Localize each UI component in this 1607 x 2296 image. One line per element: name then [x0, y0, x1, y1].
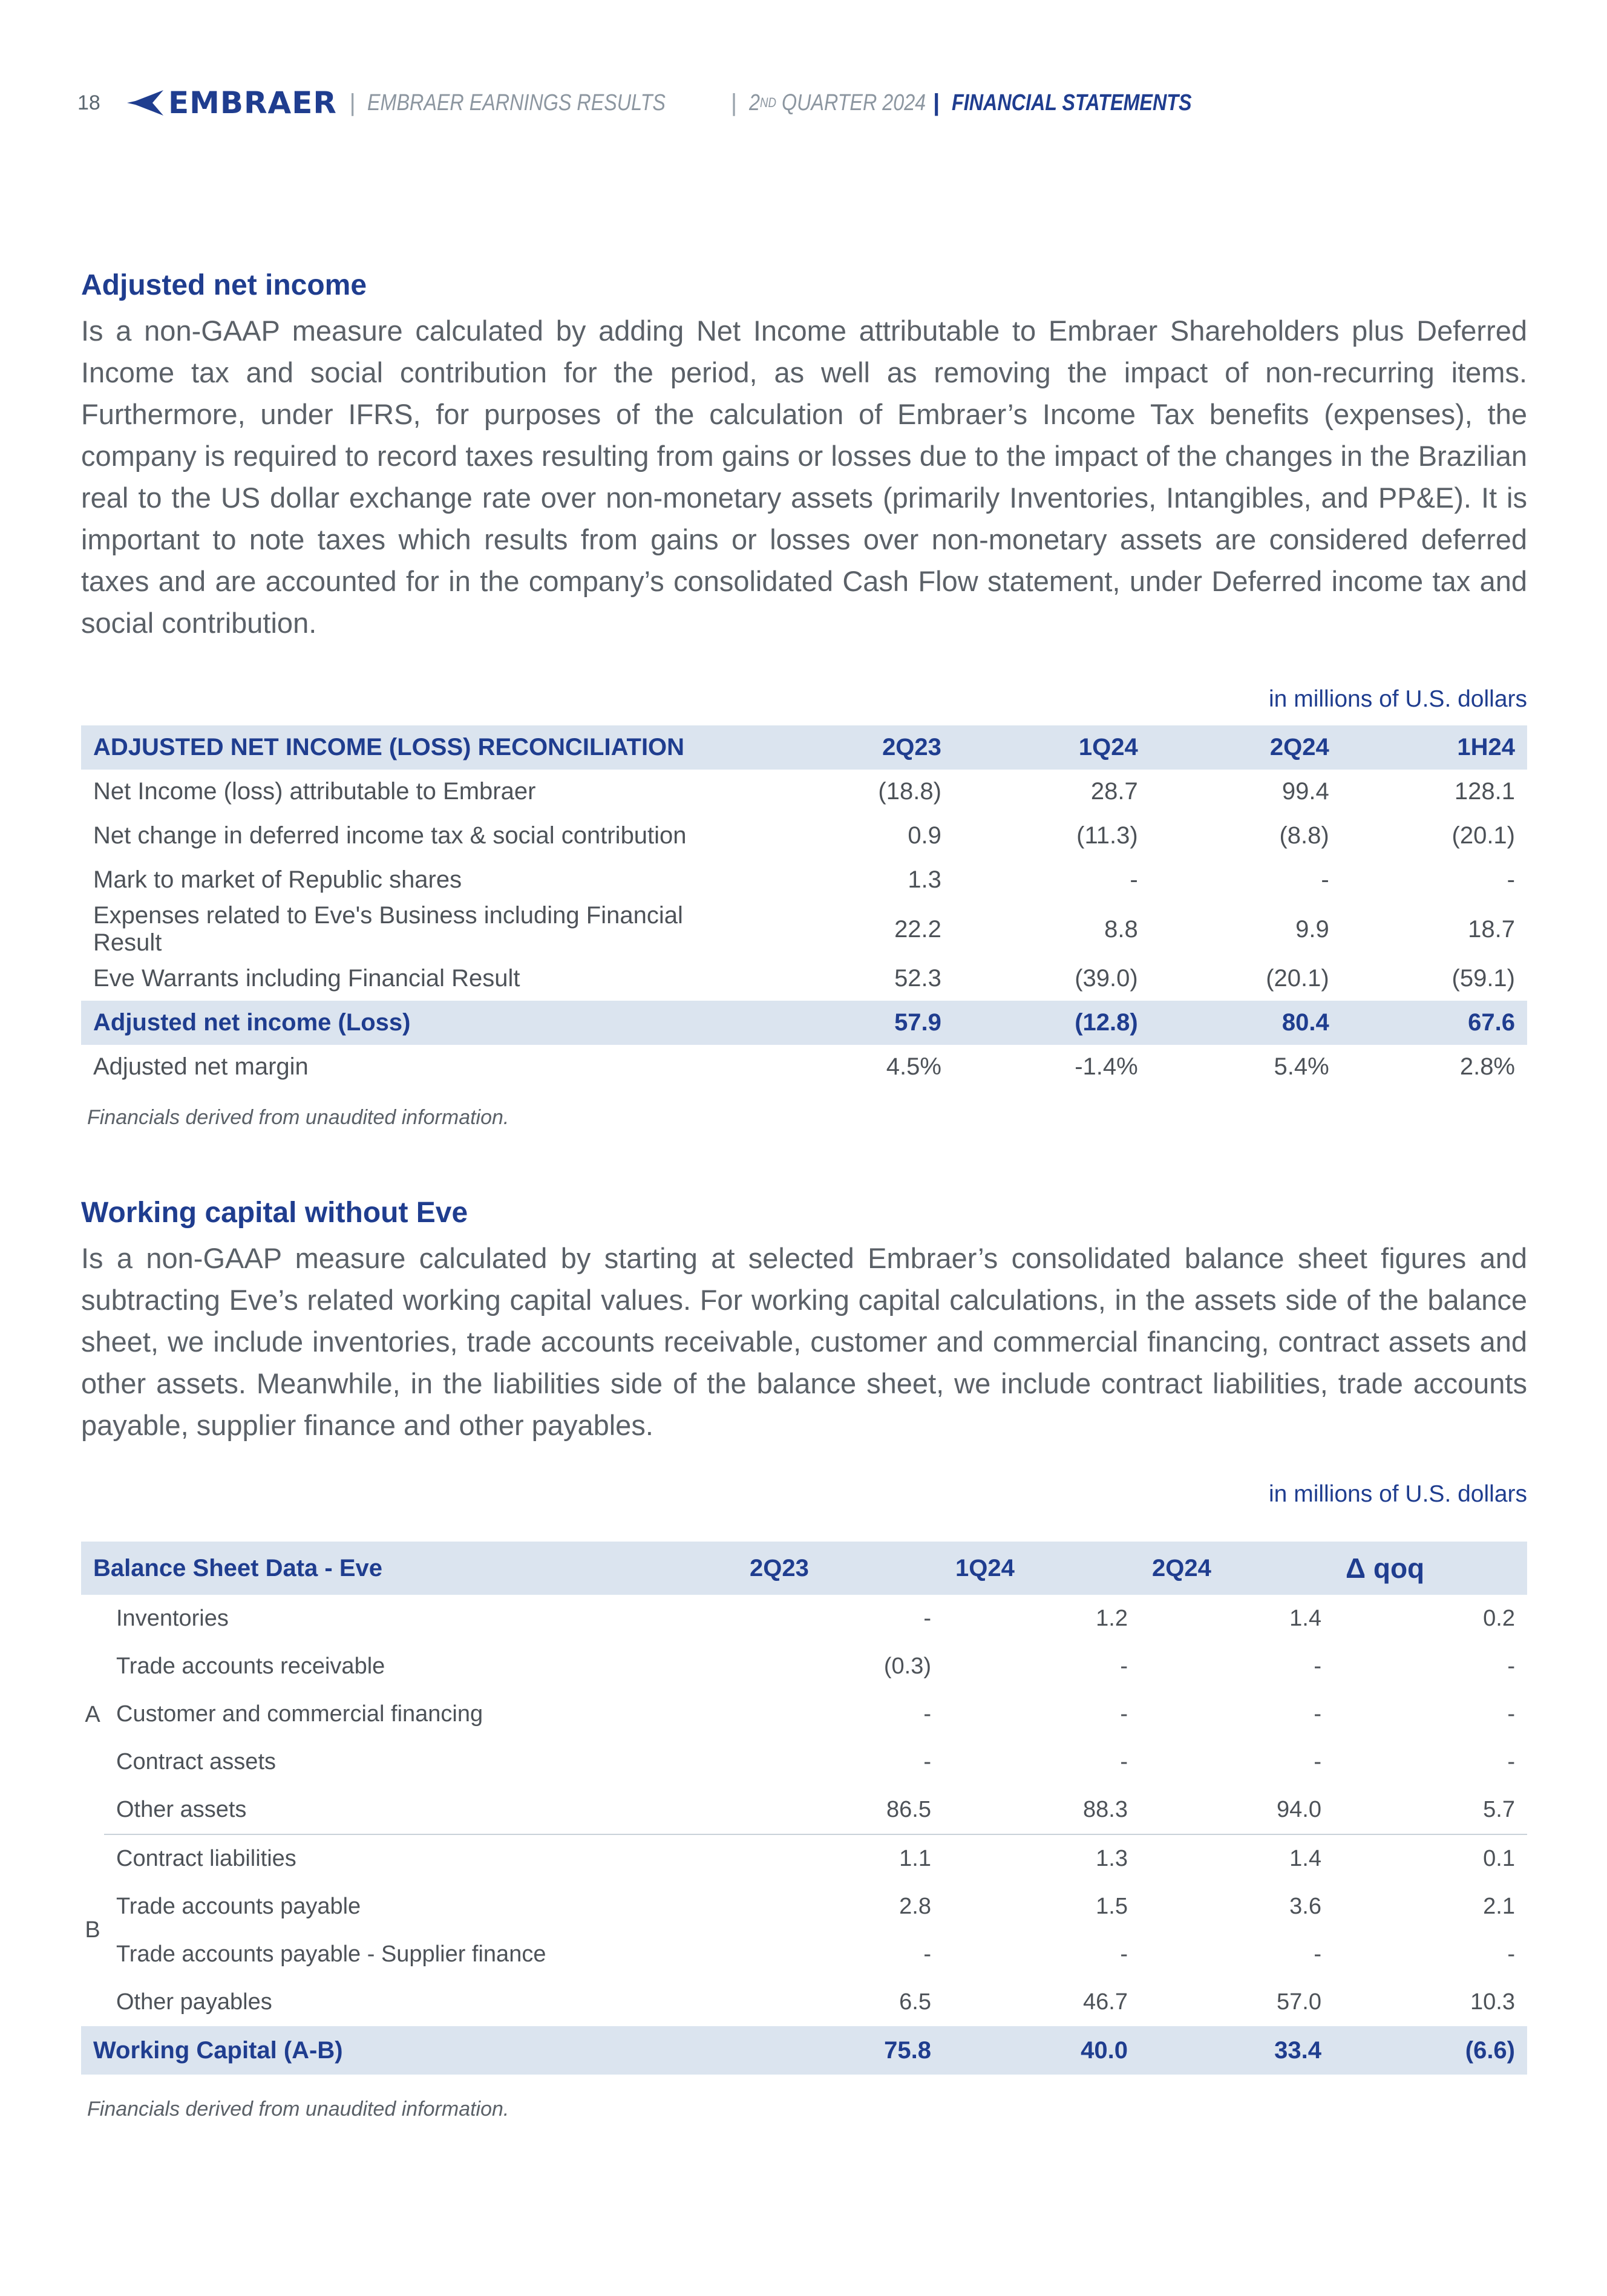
cell: 4.5% — [886, 1053, 941, 1080]
table-row — [81, 1931, 1527, 1978]
cell: 1.3 — [908, 866, 941, 893]
group-label: A — [85, 1701, 100, 1727]
logo-wordmark: EMBRAER — [168, 85, 337, 120]
cell: 33.4 — [1140, 2026, 1334, 2075]
cell: (20.1) — [1452, 822, 1515, 849]
cell: 18.7 — [1468, 915, 1515, 943]
cell: 52.3 — [894, 965, 941, 992]
section-name: FINANCIAL STATEMENTS — [951, 90, 1192, 116]
column-header: 2Q24 — [1140, 1542, 1334, 1595]
report-title: EMBRAER EARNINGS RESULTS — [367, 90, 666, 116]
cell: - — [1507, 866, 1515, 893]
column-header: 1H24 — [1341, 725, 1527, 770]
column-header: 2Q23 — [768, 725, 954, 770]
column-header: 2Q24 — [1150, 725, 1341, 770]
cell: (20.1) — [1266, 965, 1329, 992]
report-quarter — [749, 90, 926, 116]
quarter-prefix: 2 — [748, 90, 760, 116]
row-label: Other assets — [116, 1797, 247, 1822]
table-row — [81, 1738, 1527, 1786]
column-header: 1Q24 — [943, 1542, 1140, 1595]
table-header-row — [81, 725, 1527, 770]
cell: 80.4 — [1150, 1001, 1341, 1045]
row-label: Contract liabilities — [104, 1834, 738, 1883]
table-row — [81, 902, 1527, 957]
quarter-sup: ND — [759, 95, 776, 110]
cell: 94.0 — [1277, 1797, 1321, 1822]
column-header: Balance Sheet Data - Eve — [81, 1542, 738, 1595]
cell: 86.5 — [886, 1797, 931, 1822]
cell: - — [923, 1941, 931, 1967]
cell: (18.8) — [878, 778, 941, 805]
cell: 5.7 — [1483, 1797, 1515, 1822]
cell: 1.5 — [1096, 1894, 1128, 1919]
adjusted-net-income-table — [81, 725, 1527, 1089]
cell: - — [1314, 1701, 1321, 1727]
cell: - — [1314, 1653, 1321, 1679]
table-row — [81, 1595, 1527, 1643]
cell: 57.9 — [768, 1001, 954, 1045]
cell: 2.8% — [1459, 1053, 1515, 1080]
cell: - — [1120, 1701, 1128, 1727]
cell: 22.2 — [894, 915, 941, 943]
embraer-logo-icon — [126, 88, 165, 118]
row-label: Adjusted net income (Loss) — [81, 1001, 768, 1045]
cell: - — [923, 1606, 931, 1631]
adjusted-net-income-title: Adjusted net income — [81, 269, 367, 301]
column-header: 1Q24 — [954, 725, 1150, 770]
row-label: Working Capital (A-B) — [81, 2026, 738, 2075]
cell: (6.6) — [1334, 2026, 1527, 2075]
cell: 6.5 — [899, 1989, 931, 2015]
cell: - — [1507, 1749, 1515, 1774]
cell: 2.1 — [1483, 1894, 1515, 1919]
table-row — [81, 1786, 1527, 1834]
cell: 88.3 — [1083, 1797, 1128, 1822]
cell: 0.9 — [908, 822, 941, 849]
column-header: Δ qoq — [1334, 1542, 1527, 1595]
cell: (59.1) — [1452, 965, 1515, 992]
cell: - — [1507, 1941, 1515, 1967]
cell: 8.8 — [1104, 915, 1138, 943]
table-row — [81, 858, 1527, 902]
cell: - — [923, 1701, 931, 1727]
row-label: Trade accounts payable — [116, 1894, 361, 1919]
table-row — [81, 957, 1527, 1001]
working-capital-title: Working capital without Eve — [81, 1197, 468, 1229]
cell: (39.0) — [1075, 965, 1138, 992]
cell: 57.0 — [1277, 1989, 1321, 2015]
cell: - — [1314, 1749, 1321, 1774]
row-label: Eve Warrants including Financial Result — [93, 965, 520, 992]
cell: (11.3) — [1076, 822, 1138, 849]
cell: - — [1120, 1749, 1128, 1774]
cell: - — [1507, 1653, 1515, 1679]
row-label: Other payables — [116, 1989, 272, 2015]
row-label: Inventories — [116, 1606, 229, 1631]
cell: (8.8) — [1279, 822, 1329, 849]
cell: 1.4 — [1289, 1606, 1321, 1631]
cell: 1.1 — [738, 1834, 943, 1883]
column-header: ADJUSTED NET INCOME (LOSS) RECONCILIATION — [81, 725, 768, 770]
cell: 1.3 — [943, 1834, 1140, 1883]
cell: - — [1120, 1941, 1128, 1967]
page-header — [77, 85, 1234, 121]
cell: 9.9 — [1295, 915, 1329, 943]
table-row — [81, 1643, 1527, 1690]
cell: 10.3 — [1470, 1989, 1515, 2015]
working-capital-paragraph: Is a non-GAAP measure calculated by starting at selected Embraer’s consolidated balance sheet figures and subtracting Eve’s related working capital values. For working capital calculations, in the assets side of the balance sheet, we include inventories, trade accounts receivable, customer and commercial financing, contract assets and other assets. Meanwhile, in the liabilities side of the balance sheet, we include contract liabilities, trade accounts payable, supplier finance and other payables. — [81, 1242, 1527, 1441]
cell: 28.7 — [1090, 778, 1138, 805]
cell: - — [1120, 1653, 1128, 1679]
table-row — [81, 1978, 1527, 2026]
cell: (12.8) — [954, 1001, 1150, 1045]
table-row — [81, 770, 1527, 814]
cell: 1.2 — [1096, 1606, 1128, 1631]
row-label: Trade accounts receivable — [116, 1653, 385, 1679]
row-label: Net change in deferred income tax & social contribution — [93, 822, 687, 849]
table-row — [81, 1834, 1527, 1883]
row-label: Expenses related to Eve's Business including Financial Result — [93, 902, 683, 956]
header-separator: | — [932, 89, 940, 116]
table-row — [81, 1883, 1527, 1931]
cell: 128.1 — [1454, 778, 1515, 805]
row-label: Mark to market of Republic shares — [93, 866, 462, 893]
row-label: Adjusted net margin — [93, 1053, 309, 1080]
units-label: in millions of U.S. dollars — [1269, 1481, 1527, 1507]
table-header-row — [81, 1542, 1527, 1595]
cell: 0.1 — [1334, 1834, 1527, 1883]
table-row-total — [81, 2026, 1527, 2075]
cell: - — [1130, 866, 1138, 893]
adjusted-net-income-paragraph: Is a non-GAAP measure calculated by adding Net Income attributable to Embraer Shareholders plus Deferred Income tax and social contribution for the period, as well as removing the impact of non-recurring items. Furthermore, under IFRS, for purposes of the calculation of Embraer’s Income Tax benefits (expenses), the company is required to record taxes resulting from gains or losses due to the impact of the changes in the Brazilian real to the US dollar exchange rate over non-monetary assets (primarily Inventories, Intangibles, and PP&E). It is important to note taxes which results from gains or losses over non-monetary assets are considered deferred taxes and are accounted for in the company’s consolidated Cash Flow statement, under Deferred income tax and social contribution. — [81, 315, 1527, 639]
header-separator: | — [730, 89, 737, 116]
cell: 99.4 — [1281, 778, 1329, 805]
table-row — [81, 814, 1527, 858]
table-row-highlight — [81, 1001, 1527, 1045]
cell: - — [1314, 1941, 1321, 1967]
row-label: Customer and commercial financing — [116, 1701, 483, 1727]
table-row — [81, 1045, 1527, 1089]
cell: - — [1507, 1701, 1515, 1727]
cell: - — [923, 1749, 931, 1774]
units-label: in millions of U.S. dollars — [1269, 686, 1527, 712]
quarter-suffix: QUARTER 2024 — [781, 90, 926, 116]
working-capital-table — [81, 1542, 1527, 2075]
page-number: 18 — [77, 91, 100, 114]
cell: (0.3) — [883, 1653, 931, 1679]
header-separator: | — [349, 89, 356, 116]
row-label: Contract assets — [116, 1749, 276, 1774]
embraer-logo — [126, 85, 337, 120]
cell: 2.8 — [899, 1894, 931, 1919]
cell: 3.6 — [1289, 1894, 1321, 1919]
cell: 1.4 — [1140, 1834, 1334, 1883]
row-label: Trade accounts payable - Supplier finance — [116, 1941, 546, 1967]
group-label: B — [85, 1917, 100, 1943]
cell: 67.6 — [1341, 1001, 1527, 1045]
footnote: Financials derived from unaudited information. — [87, 2098, 509, 2121]
cell: 40.0 — [943, 2026, 1140, 2075]
footnote: Financials derived from unaudited information. — [87, 1106, 509, 1129]
row-label: Net Income (loss) attributable to Embraer — [93, 778, 536, 805]
cell: 75.8 — [738, 2026, 943, 2075]
cell: 5.4% — [1274, 1053, 1329, 1080]
cell: - — [1321, 866, 1329, 893]
cell: 46.7 — [1083, 1989, 1128, 2015]
cell: 0.2 — [1483, 1606, 1515, 1631]
cell: -1.4% — [1075, 1053, 1138, 1080]
table-row — [81, 1690, 1527, 1738]
column-header: 2Q23 — [738, 1542, 943, 1595]
